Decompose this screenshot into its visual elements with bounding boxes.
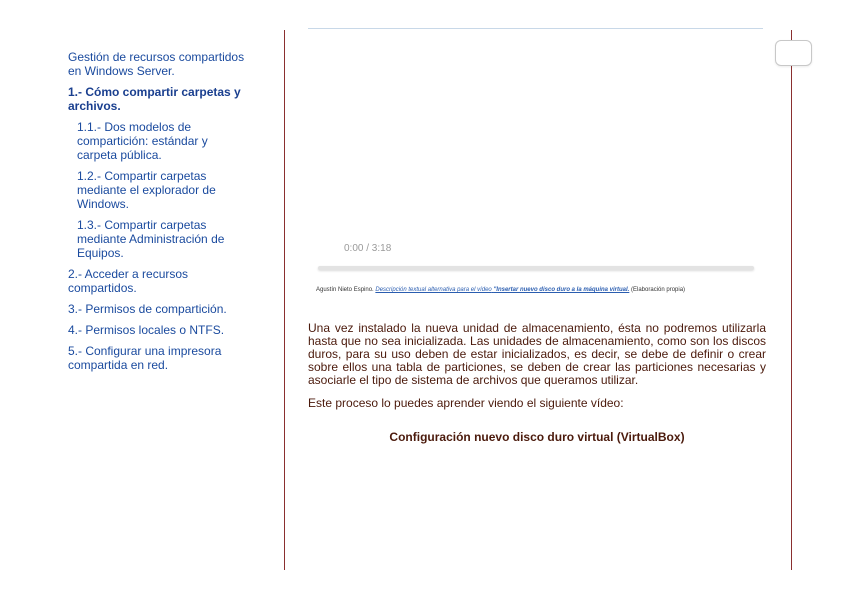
nav-item-1-3[interactable]: 1.3.- Compartir carpetas mediante Administración de Equipos.	[77, 218, 225, 260]
nav-item-4[interactable]: 4.- Permisos locales o NTFS.	[68, 323, 225, 337]
content-paragraph-2: Este proceso lo puedes aprender viendo el siguiente vídeo:	[308, 396, 624, 410]
video-credit	[316, 287, 685, 293]
video-frame-top	[308, 28, 763, 29]
nav-item-5[interactable]: 5.- Configurar una impresora compartida en red.	[68, 344, 222, 372]
video-time-display: 0:00 / 3:18	[344, 243, 392, 254]
nav-item-3[interactable]: 3.- Permisos de compartición.	[68, 302, 227, 316]
content-left-border	[284, 30, 285, 570]
video-description-link[interactable]	[375, 287, 629, 293]
nav-item-1-2[interactable]: 1.2.- Compartir carpetas mediante el explorador de Windows.	[77, 169, 216, 211]
content-paragraph-1: Una vez instalado la nueva unidad de almacenamiento, ésta no podremos utilizarla hasta que no sea inicializada. Las unidades de almacenamiento, como son los discos duros, para su uso deben de estar inicializados, es decir, se debe de definir o crear sobre ellos una tabla de particiones, se deben de crear las particiones necesarias y asociarle el tipo de sistema de archivos que queramos utilizar.	[308, 321, 766, 387]
nav-item-1[interactable]: 1.- Cómo compartir carpetas y archivos.	[68, 85, 241, 113]
video-caption: Configuración nuevo disco duro virtual (VirtualBox)	[389, 430, 685, 444]
link-bold: "Insertar nuevo disco duro a la máquina virtual.	[493, 287, 630, 293]
nav-item-1-1[interactable]: 1.1.- Dos modelos de compartición: estándar y carpeta pública.	[77, 120, 208, 162]
video-progress-bar[interactable]	[318, 266, 754, 270]
nav-item-2[interactable]: 2.- Acceder a recursos compartidos.	[68, 267, 189, 295]
nav-title-link[interactable]: Gestión de recursos compartidos en Windows Server.	[68, 50, 245, 78]
options-button[interactable]	[775, 40, 812, 66]
link-prefix: Descripción textual alternativa para el vídeo	[375, 287, 492, 293]
sidebar-nav	[68, 50, 258, 379]
main-content	[308, 322, 766, 420]
credit-author: Agustín Nieto Espino.	[316, 287, 374, 293]
content-right-border	[791, 30, 792, 570]
credit-suffix: (Elaboración propia)	[631, 287, 686, 293]
